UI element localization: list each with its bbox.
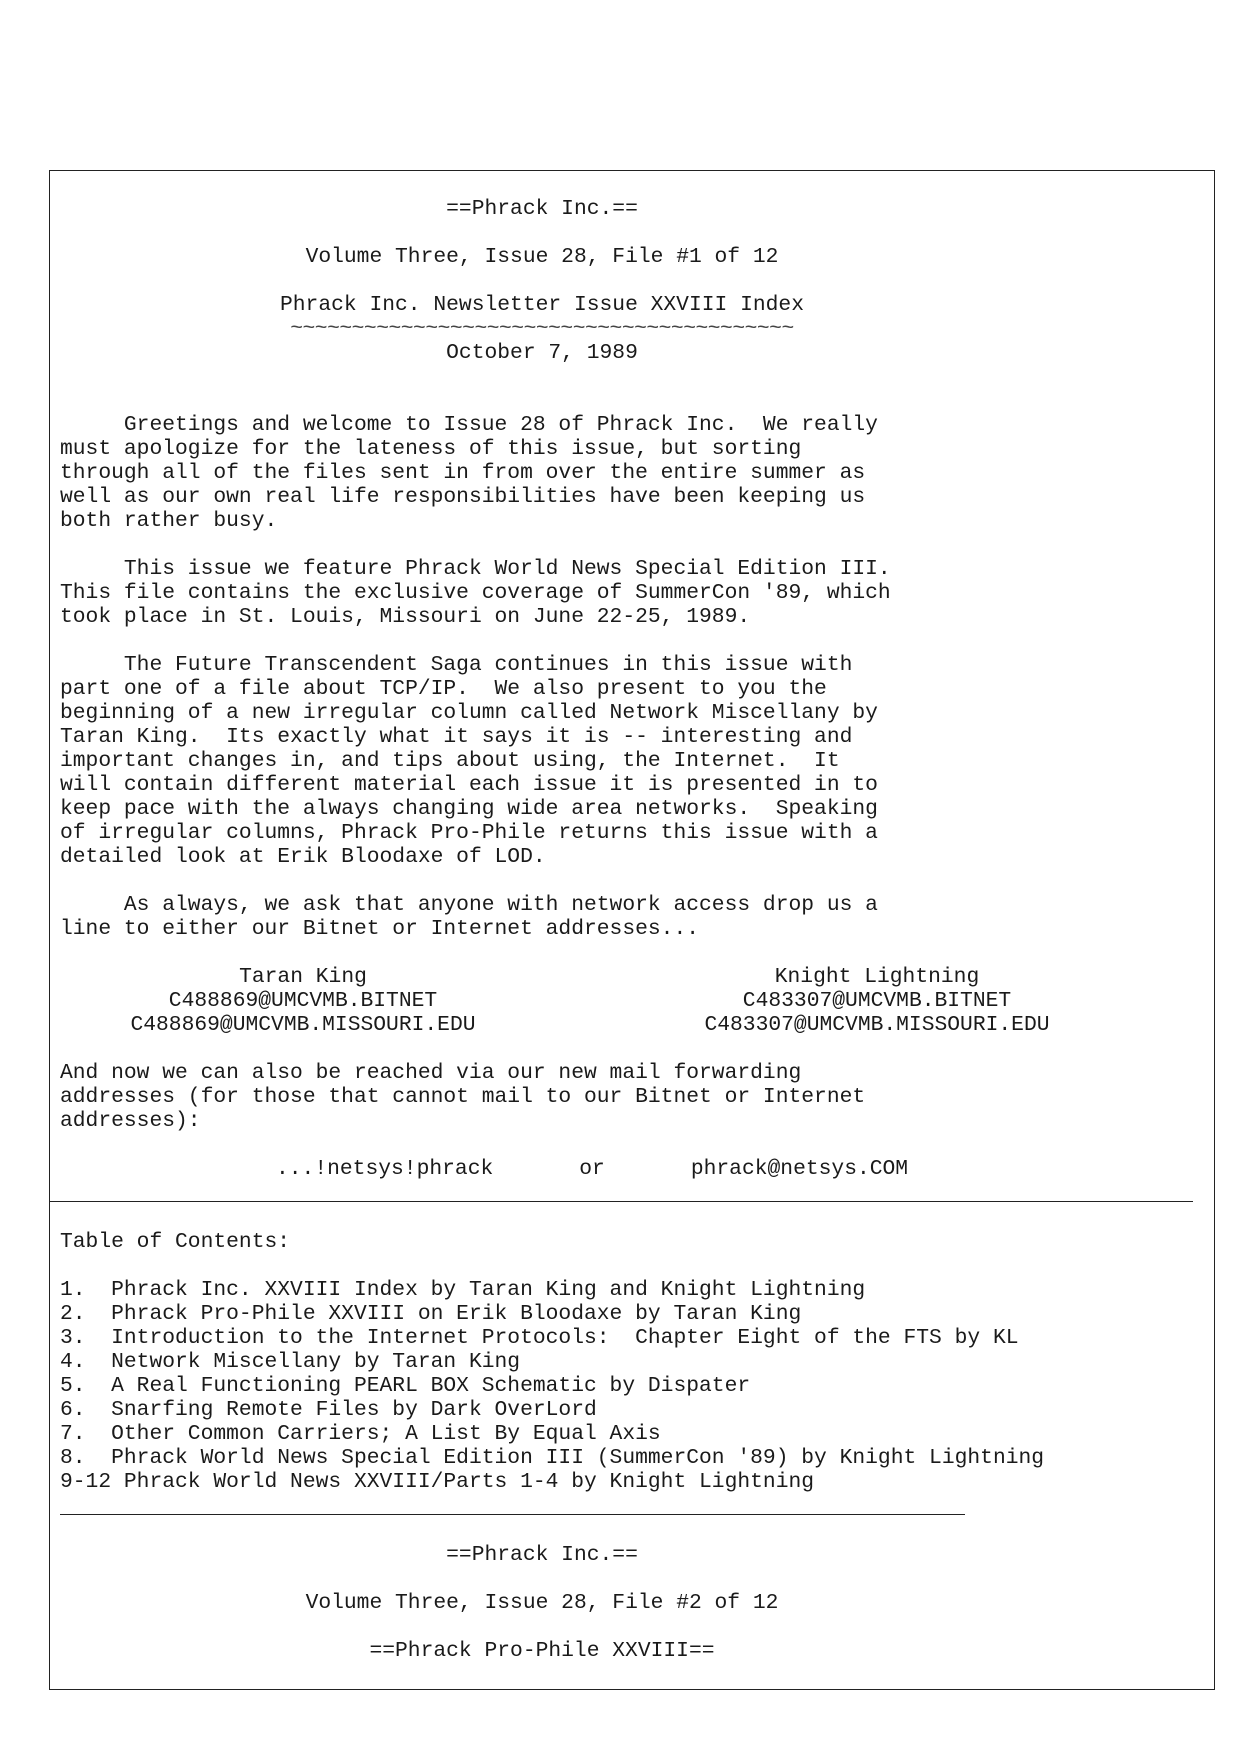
intro-paragraph-1: Greetings and welcome to Issue 28 of Phrack Inc. We really must apologize for the lateness of this issue, but sorting through all of the files sent in from over the entire summer as well as our own real life responsibilities have been keeping us both rather busy. (60, 413, 878, 533)
intro-paragraph-4: As always, we ask that anyone with network access drop us a line to either our Bitnet or Internet addresses... (60, 893, 878, 941)
index-title: Phrack Inc. Newsletter Issue XXVIII Index (280, 293, 804, 317)
intro-paragraph-3: The Future Transcendent Saga continues in this issue with part one of a file about TCP/IP. We also present to you the beginning of a new irregular column called Network Miscellany by Taran King. Its exactly what it says it is -- interesting and important changes in, and tips about using, the Internet. It will contain different material each issue it is presented in to keep pace with the always changing wide area networks. Speaking of irregular columns, Phrack Pro-Phile returns this issue with a detailed look at Erik Bloodaxe of LOD. (60, 653, 878, 869)
or-separator: or (579, 1157, 605, 1181)
next-file-title: ==Phrack Pro-Phile XXVIII== (369, 1639, 715, 1663)
toc-item: 5. A Real Functioning PEARL BOX Schematic by Dispater (60, 1374, 751, 1398)
toc-item: 9-12 Phrack World News XXVIII/Parts 1-4 by Knight Lightning (60, 1470, 815, 1494)
footer-masthead: ==Phrack Inc.== (446, 1543, 638, 1567)
forwarding-paragraph: And now we can also be reached via our new mail forwarding addresses (for those that cannot mail to our Bitnet or Internet addresses): (60, 1061, 866, 1133)
toc-item: 2. Phrack Pro-Phile XXVIII on Erik Bloodaxe by Taran King (60, 1302, 802, 1326)
internet-address: C483307@UMCVMB.MISSOURI.EDU (704, 1013, 1050, 1037)
document-frame (49, 170, 1215, 1690)
contact-name: Taran King (239, 965, 367, 989)
toc-item: 7. Other Common Carriers; A List By Equal Axis (60, 1422, 661, 1446)
email-address: phrack@netsys.COM (690, 1157, 909, 1181)
contact-addresses (60, 965, 1082, 1037)
footer-volume-line: Volume Three, Issue 28, File #2 of 12 (305, 1591, 779, 1615)
internet-address: C488869@UMCVMB.MISSOURI.EDU (130, 1013, 476, 1037)
toc-item: 4. Network Miscellany by Taran King (60, 1350, 521, 1374)
contact-knight-lightning (672, 965, 1082, 1037)
issue-date: October 7, 1989 (446, 341, 638, 365)
title-underline: ~~~~~~~~~~~~~~~~~~~~~~~~~~~~~~~~~~~~~~~~~ (290, 317, 794, 341)
toc-item: 3. Introduction to the Internet Protocols: Chapter Eight of the FTS by KL (60, 1326, 1019, 1350)
masthead: ==Phrack Inc.== (446, 197, 638, 221)
document-body (60, 197, 1204, 1663)
forwarding-addresses (60, 1157, 1204, 1181)
volume-line: Volume Three, Issue 28, File #1 of 12 (305, 245, 779, 269)
intro-paragraph-2: This issue we feature Phrack World News Special Edition III. This file contains the exclusive coverage of SummerCon '89, which took place in St. Louis, Missouri on June 22-25, 1989. (60, 557, 891, 629)
toc-heading: Table of Contents: (60, 1230, 291, 1254)
contact-taran-king (60, 965, 546, 1037)
table-of-contents (60, 1278, 1204, 1494)
contact-name: Knight Lightning (774, 965, 980, 989)
bitnet-address: C483307@UMCVMB.BITNET (742, 989, 1012, 1013)
uucp-address: ...!netsys!phrack (276, 1157, 494, 1181)
toc-item: 8. Phrack World News Special Edition III (SummerCon '89) by Knight Lightning (60, 1446, 1045, 1470)
bitnet-address: C488869@UMCVMB.BITNET (168, 989, 438, 1013)
toc-item: 6. Snarfing Remote Files by Dark OverLord (60, 1398, 597, 1422)
toc-item: 1. Phrack Inc. XXVIII Index by Taran King and Knight Lightning (60, 1278, 866, 1302)
